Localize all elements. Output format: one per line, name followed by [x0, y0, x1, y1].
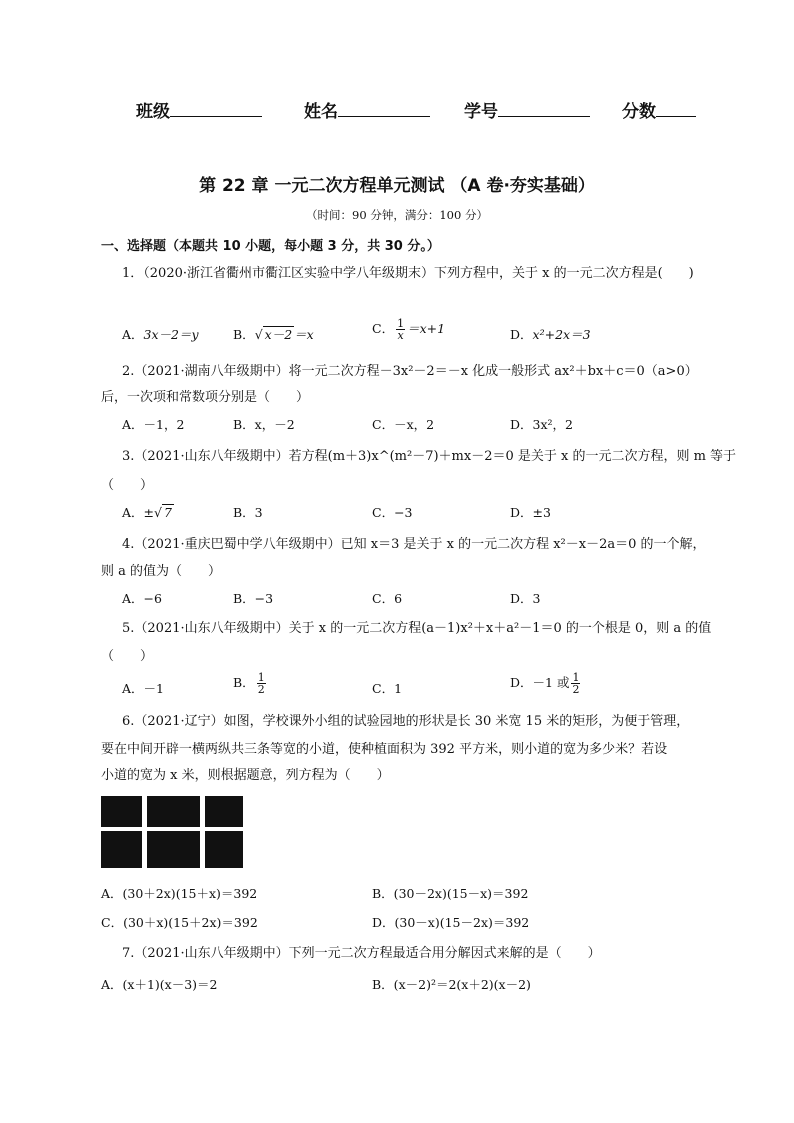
option-text: 3x－2＝y: [143, 327, 199, 342]
option-label: D．: [510, 327, 533, 342]
q2-stem-line2: 后，一次项和常数项分别是（ ）: [101, 390, 310, 405]
numerator: 1: [397, 317, 405, 330]
page-subtitle: （时间：90 分钟，满分：100 分）: [306, 208, 488, 222]
q4-option-d[interactable]: D．3: [510, 591, 541, 606]
q6-option-c[interactable]: C．(30＋x)(15＋2x)＝392: [101, 915, 258, 930]
class-field: [136, 97, 262, 122]
q3-option-c[interactable]: C．−3: [372, 505, 413, 520]
q2-option-b[interactable]: B．x，－2: [233, 417, 295, 432]
q7-stem: 7.（2021·山东八年级期中）下列一元二次方程最适合用分解因式来解的是（ ）: [122, 946, 601, 961]
name-field: [304, 97, 430, 122]
q7-option-a[interactable]: A．(x＋1)(x－3)＝2: [101, 977, 218, 992]
class-label: 班级: [136, 102, 170, 122]
q4-stem-line2: 则 a 的值为（ ）: [101, 564, 222, 579]
q6-option-b[interactable]: B．(30－2x)(15－x)＝392: [372, 886, 529, 901]
q6-stem-line1: 6.（2021·辽宁）如图，学校课外小组的试验园地的形状是长 30 米宽 15 米的矩形，为便于管理，: [122, 714, 690, 729]
horizontal-path: [101, 827, 243, 831]
q2-stem-line1: 2.（2021·湖南八年级期中）将一元二次方程－3x²－2＝－x 化成一般形式 ax²＋bx＋c＝0（a>0）: [122, 364, 698, 379]
sqrt-sign: √: [254, 327, 263, 342]
option-text: ＝x+1: [407, 321, 446, 336]
q5-stem-line1: 5.（2021·山东八年级期中）关于 x 的一元二次方程(a－1)x²＋x＋a²－1＝0 的一个根是 0，则 a 的值: [122, 621, 712, 636]
fraction: [571, 672, 580, 695]
numerator: 1: [572, 671, 580, 684]
q3-option-d[interactable]: D．±3: [510, 505, 551, 520]
option-label: A．±: [122, 505, 155, 520]
q5-option-b[interactable]: [233, 672, 268, 695]
q1-option-c[interactable]: [372, 318, 445, 341]
q1-option-d[interactable]: [510, 325, 591, 343]
q3-option-a[interactable]: [122, 503, 174, 521]
option-label: C．: [372, 321, 395, 336]
option-label: B．: [233, 327, 255, 342]
q2-option-c[interactable]: C．－x，2: [372, 417, 435, 432]
vertical-path-right: [200, 796, 205, 868]
score-blank[interactable]: [656, 102, 696, 117]
name-label: 姓名: [304, 102, 338, 122]
q3-stem-line2: （ ）: [101, 478, 154, 493]
name-blank[interactable]: [338, 102, 430, 117]
q5-option-c[interactable]: C．1: [372, 681, 403, 696]
q6-option-d[interactable]: D．(30－x)(15－2x)＝392: [372, 915, 530, 930]
radicand: x－2: [264, 327, 293, 342]
q1-option-b[interactable]: [233, 325, 314, 343]
denominator: 2: [257, 683, 265, 696]
q4-option-c[interactable]: C．6: [372, 591, 403, 606]
option-label: B．: [233, 675, 255, 690]
option-rhs: ＝x: [294, 327, 314, 342]
q1-stem: 1．（2020·浙江省衢州市衢江区实验中学八年级期末）下列方程中，关于 x 的一元二次方程是( ): [122, 266, 694, 281]
q5-option-d[interactable]: [510, 672, 582, 695]
option-label: A．: [122, 327, 144, 342]
q4-option-a[interactable]: A．−6: [122, 591, 162, 606]
option-text: x²+2x＝3: [532, 327, 591, 342]
class-blank[interactable]: [170, 102, 262, 117]
q4-stem-line1: 4.（2021·重庆巴蜀中学八年级期中）已知 x＝3 是关于 x 的一元二次方程 x²－x－2a＝0 的一个解，: [122, 537, 706, 552]
q7-option-b[interactable]: B．(x－2)²＝2(x＋2)(x－2): [372, 977, 531, 992]
option-label: D．－1 或: [510, 675, 570, 690]
fraction: [396, 318, 405, 341]
denominator: x: [397, 329, 404, 342]
q1-option-a[interactable]: [122, 325, 199, 343]
q6-stem-line2: 要在中间开辟一横两纵共三条等宽的小道，使种植面积为 392 平方米，则小道的宽为多少米？若设: [101, 742, 668, 757]
fraction: [257, 672, 266, 695]
q2-option-a[interactable]: A．－1，2: [122, 417, 185, 432]
section-heading: 一、选择题（本题共 10 小题，每小题 3 分，共 30 分。）: [101, 239, 440, 254]
vertical-path-left: [142, 796, 147, 868]
q3-stem-line1: 3.（2021·山东八年级期中）若方程(m＋3)x^(m²－7)＋mx－2＝0 是关于 x 的一元二次方程，则 m 等于: [122, 449, 737, 464]
q3-option-b[interactable]: B．3: [233, 505, 263, 520]
id-blank[interactable]: [498, 102, 590, 117]
q6-stem-line3: 小道的宽为 x 米，则根据题意，列方程为（ ）: [101, 768, 390, 783]
id-label: 学号: [464, 102, 498, 122]
denominator: 2: [572, 683, 580, 696]
garden-figure: [101, 796, 243, 868]
sqrt-sign: √: [154, 505, 162, 520]
q4-option-b[interactable]: B．−3: [233, 591, 274, 606]
q5-option-a[interactable]: A．－1: [122, 681, 164, 696]
q5-stem-line2: （ ）: [101, 649, 154, 664]
page-title: 第 22 章 一元二次方程单元测试 （A 卷·夯实基础）: [199, 176, 595, 196]
radicand: 7: [163, 505, 172, 520]
q6-option-a[interactable]: A．(30＋2x)(15＋x)＝392: [101, 886, 258, 901]
q2-option-d[interactable]: D．3x²，2: [510, 417, 573, 432]
numerator: 1: [257, 671, 265, 684]
score-field: [622, 97, 696, 122]
score-label: 分数: [622, 102, 656, 122]
id-field: [464, 97, 590, 122]
